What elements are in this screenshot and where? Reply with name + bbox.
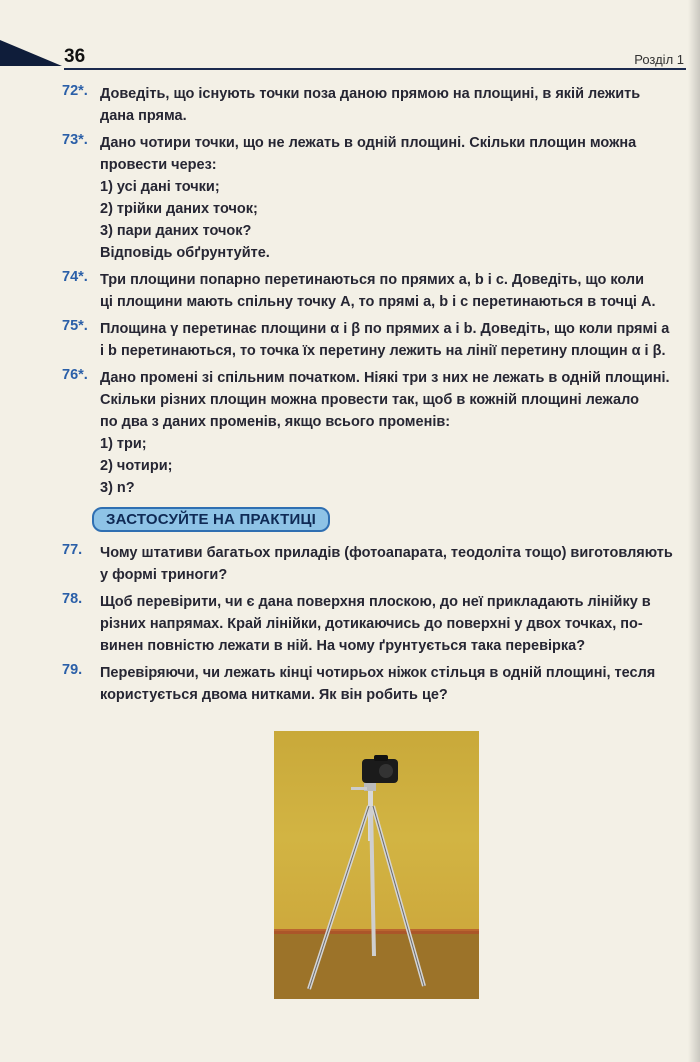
problem-subitem: 3) пари даних точок? [100,223,252,239]
problem-subitem: 1) усі дані точки; [100,179,220,195]
problem-number: 78. [62,591,83,607]
problem-number: 73*. [62,132,88,148]
problem-79 [62,662,684,706]
problem-number: 79. [62,662,83,678]
header-rule [64,68,686,70]
problem-text [100,591,684,657]
header-wedge-decoration [0,40,62,66]
problem-text [100,132,684,264]
problem-line: Дано промені зі спільним початком. Ніякі три з них не лежать в одній площині. [100,370,670,386]
problem-text [100,662,684,706]
problem-line: користується двома нитками. Як він робить це? [100,687,448,703]
problem-line: по два з даних променів, якщо всього променів: [100,414,451,430]
problem-77 [62,542,684,586]
page-number: 36 [64,46,86,67]
problem-74 [62,269,684,313]
problem-text [100,269,684,313]
page-edge-shadow [688,0,700,1062]
problem-line: ці площини мають спільну точку A, то прямі a, b і c перетинаються в точці A. [100,294,656,310]
problem-line: різних напрямах. Край лінійки, дотикаючись до поверхні у двох точках, по- [100,616,643,632]
problem-subitem: Відповідь обґрунтуйте. [100,245,270,261]
problems-list [62,83,684,711]
problem-line: Скільки різних площин можна провести так, щоб в кожній площині лежало [100,392,639,408]
problem-line: Щоб перевірити, чи є дана поверхня плоскою, до неї прикладають лінійку в [100,594,651,610]
problem-line: Чому штативи багатьох приладів (фотоапарата, теодоліта тощо) виготовляють [100,545,673,561]
practice-badge: ЗАСТОСУЙТЕ НА ПРАКТИЦІ [92,507,330,532]
problem-line: Доведіть, що існують точки поза даною прямою на площині, в якій лежить [100,86,641,102]
problem-75 [62,318,684,362]
baseboard-icon [274,929,479,934]
problem-line: Площина γ перетинає площини α і β по прямих a і b. Доведіть, що коли прямі a [100,321,670,337]
problem-number: 76*. [62,367,88,383]
problem-number: 75*. [62,318,88,334]
problem-line: Дано чотири точки, що не лежать в одній площині. Скільки площин можна [100,135,637,151]
tripod-illustration [274,731,479,999]
problem-text [100,318,684,362]
problem-line: Три площини попарно перетинаються по прямих a, b і c. Доведіть, що коли [100,272,645,288]
problem-subitem: 2) трійки даних точок; [100,201,258,217]
problem-line: провести через: [100,157,217,173]
floor-icon [274,931,479,999]
problem-number: 74*. [62,269,88,285]
problem-subitem: 1) три; [100,436,147,452]
problem-line: винен повністю лежати в ній. На чому ґрунтується така перевірка? [100,638,586,654]
problem-76 [62,367,684,499]
problem-73 [62,132,684,264]
problem-number: 72*. [62,83,88,99]
problem-number: 77. [62,542,83,558]
practice-section-header [92,507,684,532]
camera-top-icon [374,755,388,761]
section-label: Розділ 1 [634,52,684,67]
problem-text [100,367,684,499]
tripod-photo [274,731,479,999]
problem-line: Перевіряючи, чи лежать кінці чотирьох ніжок стільця в одній площині, тесля [100,665,656,681]
problem-line: дана пряма. [100,108,187,124]
problem-78 [62,591,684,657]
problem-subitem: 3) n? [100,480,135,496]
camera-lens-icon [379,764,393,778]
tripod-handle-icon [351,787,367,790]
problem-line: і b перетинаються, то точка їх перетину лежить на лінії перетину площин α і β. [100,343,666,359]
problem-line: у формі триноги? [100,567,228,583]
problem-text [100,83,684,127]
problem-text [100,542,684,586]
problem-subitem: 2) чотири; [100,458,173,474]
problem-72 [62,83,684,127]
